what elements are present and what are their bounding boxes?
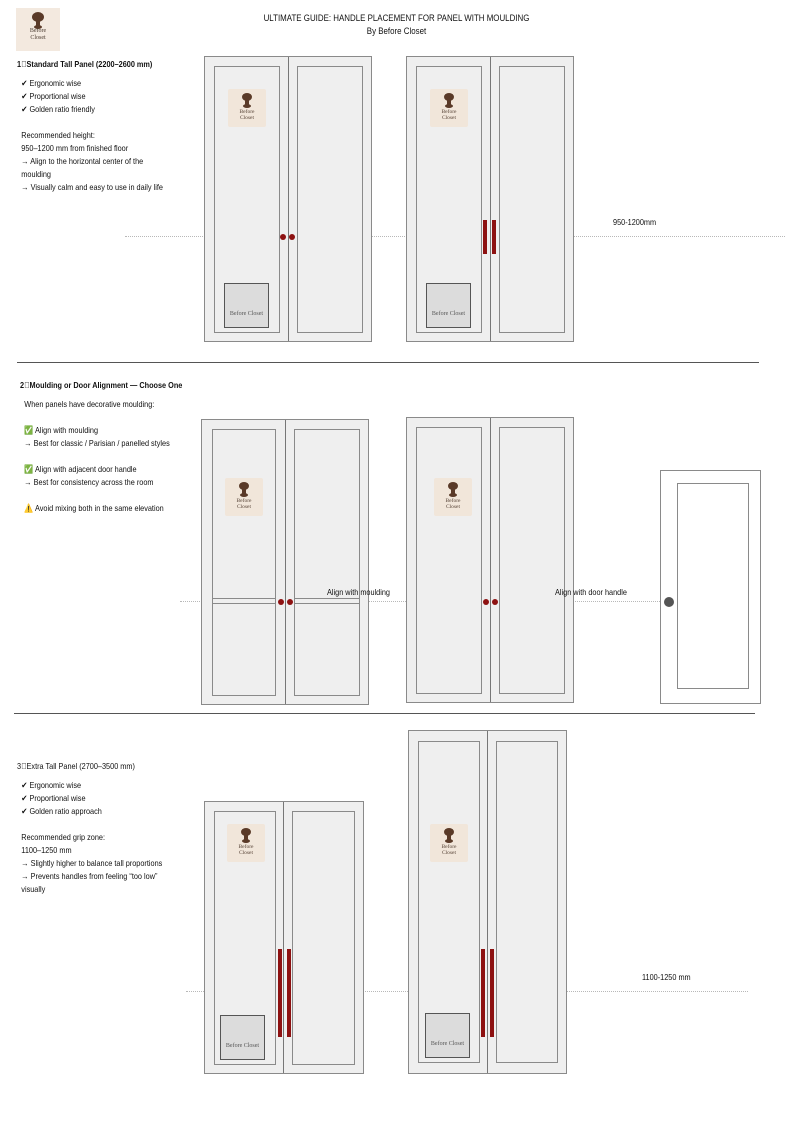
knob-icon — [228, 91, 266, 111]
brand-sticker: Before Closet — [225, 478, 263, 516]
section2-text — [20, 379, 182, 515]
knob-handle — [483, 599, 489, 605]
check-item: ✔ Golden ratio approach — [21, 806, 102, 816]
bar-handle — [287, 949, 291, 1037]
option-note: → Best for consistency across the room — [24, 477, 154, 487]
moulding-rail — [212, 598, 276, 604]
knob-icon — [227, 826, 265, 846]
door-panel — [297, 66, 363, 333]
section1-text — [17, 58, 163, 194]
option-door: ✅ Align with adjacent door handle — [24, 464, 137, 474]
section3-title: 3⃣Extra Tall Panel (2700–3500 mm) — [17, 761, 135, 771]
bar-handle — [483, 220, 487, 254]
knob-handle — [492, 599, 498, 605]
single-door — [660, 470, 761, 704]
intro-text: When panels have decorative moulding: — [24, 399, 155, 409]
brand-label-box: Before Closet — [220, 1015, 265, 1060]
range-label: 1100-1250 mm — [642, 972, 691, 982]
cabinet-dots — [204, 56, 372, 342]
page-subtitle: By Before Closet — [366, 26, 427, 36]
check-item: ✔ Proportional wise — [21, 91, 86, 101]
note: → Align to the horizontal center of the — [21, 156, 144, 166]
cabinet-moulding — [201, 419, 369, 705]
brand-sticker: Before Closet — [434, 478, 472, 516]
brand-label-box: Before Closet — [224, 283, 269, 328]
section1-title: 1⃣Standard Tall Panel (2200–2600 mm) — [17, 59, 153, 69]
page-title: ULTIMATE GUIDE: HANDLE PLACEMENT FOR PANEL WITH MOULDING By Before Closet — [48, 12, 746, 38]
brand-sticker: Before Closet — [227, 824, 265, 862]
option-moulding: ✅ Align with moulding — [24, 425, 99, 435]
rec-label: Recommended grip zone: — [21, 832, 106, 842]
door-knob — [664, 597, 674, 607]
knob-handle — [280, 234, 286, 240]
cabinet-door-aligned — [406, 417, 574, 703]
door-split — [487, 731, 488, 1073]
rec-value: 1100–1250 mm — [21, 845, 72, 855]
check-item: ✔ Ergonomic wise — [21, 780, 82, 790]
door-panel — [677, 483, 749, 689]
note: → Visually calm and easy to use in daily life — [21, 182, 163, 192]
check-item: ✔ Golden ratio friendly — [21, 104, 95, 114]
brand-sticker: Before Closet — [228, 89, 266, 127]
knob-icon — [434, 480, 472, 500]
bar-handle — [278, 949, 282, 1037]
knob-handle — [289, 234, 295, 240]
door-panel — [292, 811, 355, 1065]
brand-label-box: Before Closet — [425, 1013, 470, 1058]
label-align-moulding: Align with moulding — [327, 587, 390, 597]
label-align-door: Align with door handle — [555, 587, 627, 597]
warning-text: ⚠️ Avoid mixing both in the same elevation — [24, 503, 164, 513]
note: → Prevents handles from feeling “too low” — [21, 871, 158, 881]
door-panel — [496, 741, 558, 1063]
door-split — [285, 420, 286, 704]
section2-title: 2⃣Moulding or Door Alignment — Choose One — [20, 380, 183, 390]
brand-sticker: Before Closet — [430, 824, 468, 862]
check-item: ✔ Proportional wise — [21, 793, 86, 803]
note: visually — [21, 884, 46, 894]
section3-text — [17, 760, 162, 896]
knob-handle — [278, 599, 284, 605]
moulding-rail — [294, 598, 360, 604]
bar-handle — [492, 220, 496, 254]
cabinet-tall — [204, 801, 364, 1074]
door-split — [490, 57, 491, 341]
note: → Slightly higher to balance tall proportions — [21, 858, 163, 868]
rec-label: Recommended height: — [21, 130, 95, 140]
brand-label-box: Before Closet — [426, 283, 471, 328]
cabinet-bars — [406, 56, 574, 342]
door-panel — [212, 429, 276, 696]
section-divider — [17, 362, 759, 363]
door-split — [283, 802, 284, 1073]
check-item: ✔ Ergonomic wise — [21, 78, 82, 88]
logo-text: Before Closet — [29, 28, 47, 41]
cabinet-extra-tall — [408, 730, 567, 1074]
section-divider — [14, 713, 755, 714]
door-split — [288, 57, 289, 341]
door-panel — [499, 66, 565, 333]
bar-handle — [481, 949, 485, 1037]
door-split — [490, 418, 491, 702]
knob-icon — [225, 480, 263, 500]
knob-icon — [430, 826, 468, 846]
range-label: 950-1200mm — [613, 217, 657, 227]
door-panel — [499, 427, 565, 694]
rec-value: 950–1200 mm from finished floor — [21, 143, 129, 153]
brand-sticker: Before Closet — [430, 89, 468, 127]
option-note: → Best for classic / Parisian / panelled styles — [24, 438, 170, 448]
knob-icon — [430, 91, 468, 111]
door-panel — [416, 427, 482, 694]
note: moulding — [21, 169, 51, 179]
door-panel — [294, 429, 360, 696]
bar-handle — [490, 949, 494, 1037]
knob-handle — [287, 599, 293, 605]
